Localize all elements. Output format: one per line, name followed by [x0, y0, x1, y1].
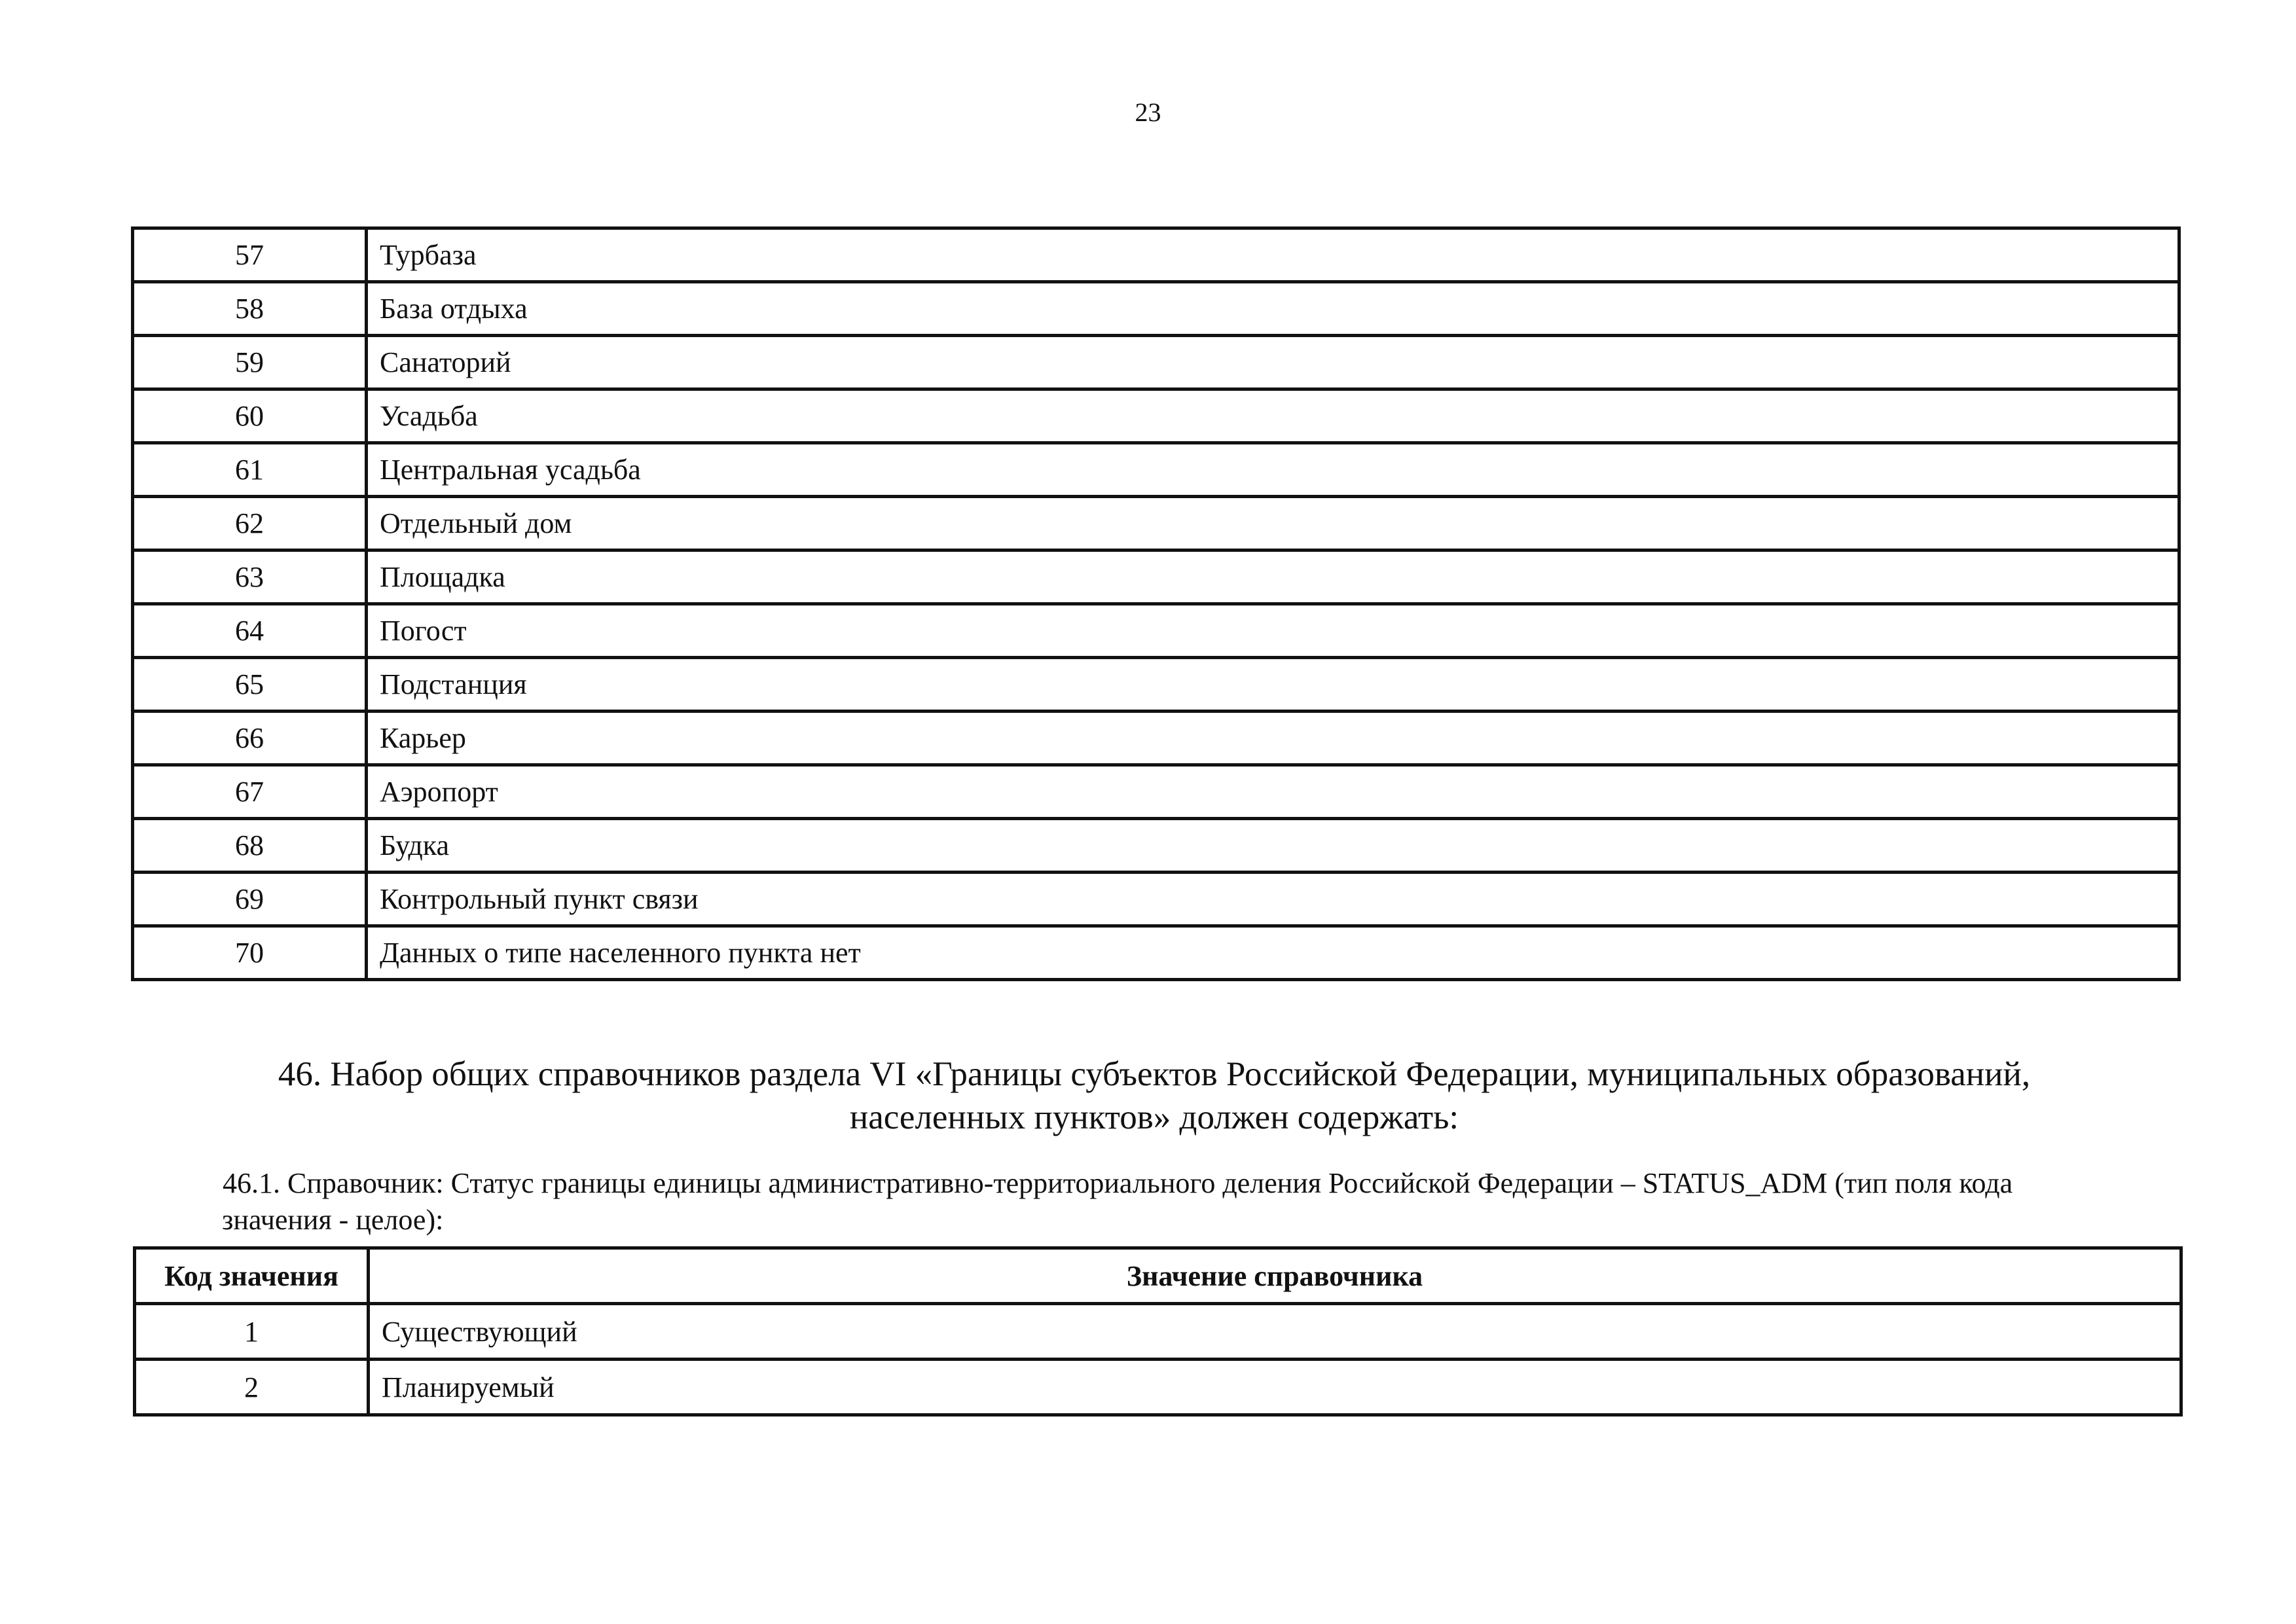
table-row	[133, 658, 2179, 712]
code-cell: 60	[133, 389, 367, 443]
code-cell: 68	[133, 819, 367, 873]
code-cell: 63	[133, 550, 367, 604]
value-cell: Будка	[367, 819, 2179, 873]
table-row	[135, 1304, 2181, 1360]
value-cell: Существующий	[369, 1304, 2181, 1360]
table-row	[133, 282, 2179, 336]
section-46-heading-line2: населенных пунктов» должен содержать:	[849, 1098, 1459, 1136]
table-header-row	[135, 1248, 2181, 1304]
code-cell: 64	[133, 604, 367, 658]
section-46-1-line1: 46.1. Справочник: Статус границы единицы административно-территориального деления Российской Федерации – STATUS_ADM (тип поля кода	[223, 1167, 2013, 1199]
value-cell: Аэропорт	[367, 765, 2179, 819]
code-cell: 70	[133, 926, 367, 980]
table-row	[133, 389, 2179, 443]
value-cell: Контрольный пункт связи	[367, 873, 2179, 926]
table-row	[133, 550, 2179, 604]
code-cell: 61	[133, 443, 367, 497]
table-row	[133, 926, 2179, 980]
code-cell: 2	[135, 1360, 369, 1415]
table-row	[133, 604, 2179, 658]
table-row	[133, 497, 2179, 550]
code-cell: 58	[133, 282, 367, 336]
section-46-heading	[131, 1053, 2178, 1139]
table-row	[133, 873, 2179, 926]
page-number: 23	[1135, 98, 1161, 127]
value-cell: Карьер	[367, 712, 2179, 765]
value-cell: Турбаза	[367, 228, 2179, 282]
header-value: Значение справочника	[369, 1248, 2181, 1304]
code-cell: 62	[133, 497, 367, 550]
value-cell: База отдыха	[367, 282, 2179, 336]
code-cell: 65	[133, 658, 367, 712]
code-cell: 1	[135, 1304, 369, 1360]
code-cell: 67	[133, 765, 367, 819]
value-cell: Усадьба	[367, 389, 2179, 443]
code-cell: 57	[133, 228, 367, 282]
table-row	[133, 336, 2179, 389]
value-cell: Отдельный дом	[367, 497, 2179, 550]
settlement-type-table	[131, 226, 2181, 981]
code-cell: 59	[133, 336, 367, 389]
table-row	[133, 443, 2179, 497]
value-cell: Планируемый	[369, 1360, 2181, 1415]
code-cell: 69	[133, 873, 367, 926]
table-row	[133, 712, 2179, 765]
table-row	[135, 1360, 2181, 1415]
section-46-1-paragraph	[223, 1165, 2180, 1238]
status-adm-table	[133, 1246, 2183, 1416]
header-code: Код значения	[135, 1248, 369, 1304]
value-cell: Площадка	[367, 550, 2179, 604]
table-row	[133, 228, 2179, 282]
value-cell: Данных о типе населенного пункта нет	[367, 926, 2179, 980]
value-cell: Санаторий	[367, 336, 2179, 389]
value-cell: Центральная усадьба	[367, 443, 2179, 497]
table-row	[133, 819, 2179, 873]
section-46-heading-line1: 46. Набор общих справочников раздела VI «Границы субъектов Российской Федерации, муниципальных образований,	[278, 1055, 2031, 1093]
value-cell: Погост	[367, 604, 2179, 658]
section-46-1-line2: значения - целое):	[222, 1204, 444, 1236]
code-cell: 66	[133, 712, 367, 765]
value-cell: Подстанция	[367, 658, 2179, 712]
table-row	[133, 765, 2179, 819]
